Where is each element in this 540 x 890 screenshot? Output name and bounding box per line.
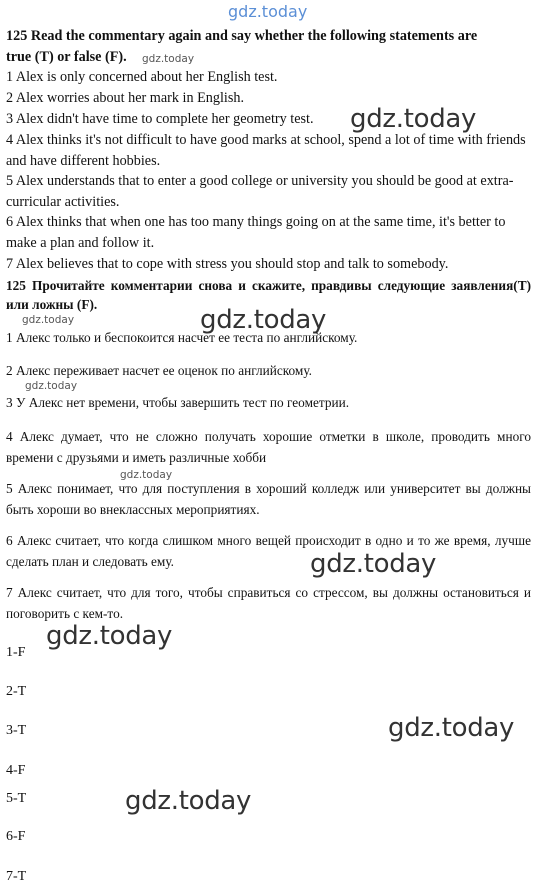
- english-heading-line2: true (T) or false (F).: [6, 49, 127, 65]
- answer-4: 4-F: [6, 763, 26, 778]
- watermark-small: gdz.today: [25, 380, 78, 392]
- watermark-top: gdz.today: [228, 2, 308, 21]
- watermark-large: gdz.today: [200, 305, 327, 335]
- russian-statement-4: 4 Алекс думает, что не сложно получать хорошие отметки в школе, проводить много времени с друзьями и иметь различные хобби: [6, 429, 531, 465]
- russian-heading: 125 Прочитайте комментарии снова и скажите, правдивы следующие заявления(T) или ложны (F).: [6, 278, 531, 312]
- watermark-large: gdz.today: [350, 104, 477, 134]
- english-heading-line1: 125 Read the commentary again and say whether the following statements are: [6, 28, 478, 44]
- answer-3: 3-T: [6, 723, 27, 738]
- russian-statement-5: 5 Алекс понимает, что для поступления в хороший колледж или университет вы должны быть хороши во внеклассных мероприятиях.: [6, 481, 531, 517]
- watermark-large: gdz.today: [125, 786, 252, 816]
- answer-6: 6-F: [6, 829, 26, 844]
- russian-statement-2: 2 Алекс переживает насчет ее оценок по английскому.: [6, 363, 312, 378]
- watermark-large: gdz.today: [388, 713, 515, 743]
- watermark-small: gdz.today: [22, 314, 75, 326]
- russian-statement-3: 3 У Алекс нет времени, чтобы завершить тест по геометрии.: [6, 395, 350, 410]
- russian-statement-1: 1 Алекс только и беспокоится насчет ее теста по английскому.: [6, 330, 358, 345]
- english-statement-4: 4 Alex thinks it's not difficult to have good marks at school, spend a lot of time with friends and have different hobbies.: [6, 132, 526, 169]
- answer-1: 1-F: [6, 645, 26, 660]
- russian-statement-6: 6 Алекс считает, что когда слишком много вещей происходит в одно и то же время, лучше сделать план и следовать ему.: [6, 533, 531, 569]
- english-statement-3: 3 Alex didn't have time to complete her geometry test.: [6, 111, 314, 127]
- answer-7: 7-T: [6, 869, 27, 884]
- english-statement-5: 5 Alex understands that to enter a good college or university you should be good at extra-curricular activities.: [6, 173, 514, 210]
- english-statement-7: 7 Alex believes that to cope with stress you should stop and talk to somebody.: [6, 256, 449, 272]
- russian-statement-7: 7 Алекс считает, что для того, чтобы справиться со стрессом, вы должны остановиться и поговорить с кем-то.: [6, 585, 531, 621]
- watermark-large: gdz.today: [310, 549, 437, 579]
- watermark-large: gdz.today: [46, 621, 173, 651]
- english-statement-2: 2 Alex worries about her mark in English.: [6, 90, 244, 106]
- english-statement-6: 6 Alex thinks that when one has too many things going on at the same time, it's better to make a plan and follow it.: [6, 214, 506, 251]
- answer-5: 5-T: [6, 791, 27, 806]
- english-statement-1: 1 Alex is only concerned about her English test.: [6, 69, 278, 85]
- watermark-small: gdz.today: [120, 469, 173, 481]
- watermark-small: gdz.today: [142, 53, 195, 65]
- answer-2: 2-T: [6, 684, 27, 699]
